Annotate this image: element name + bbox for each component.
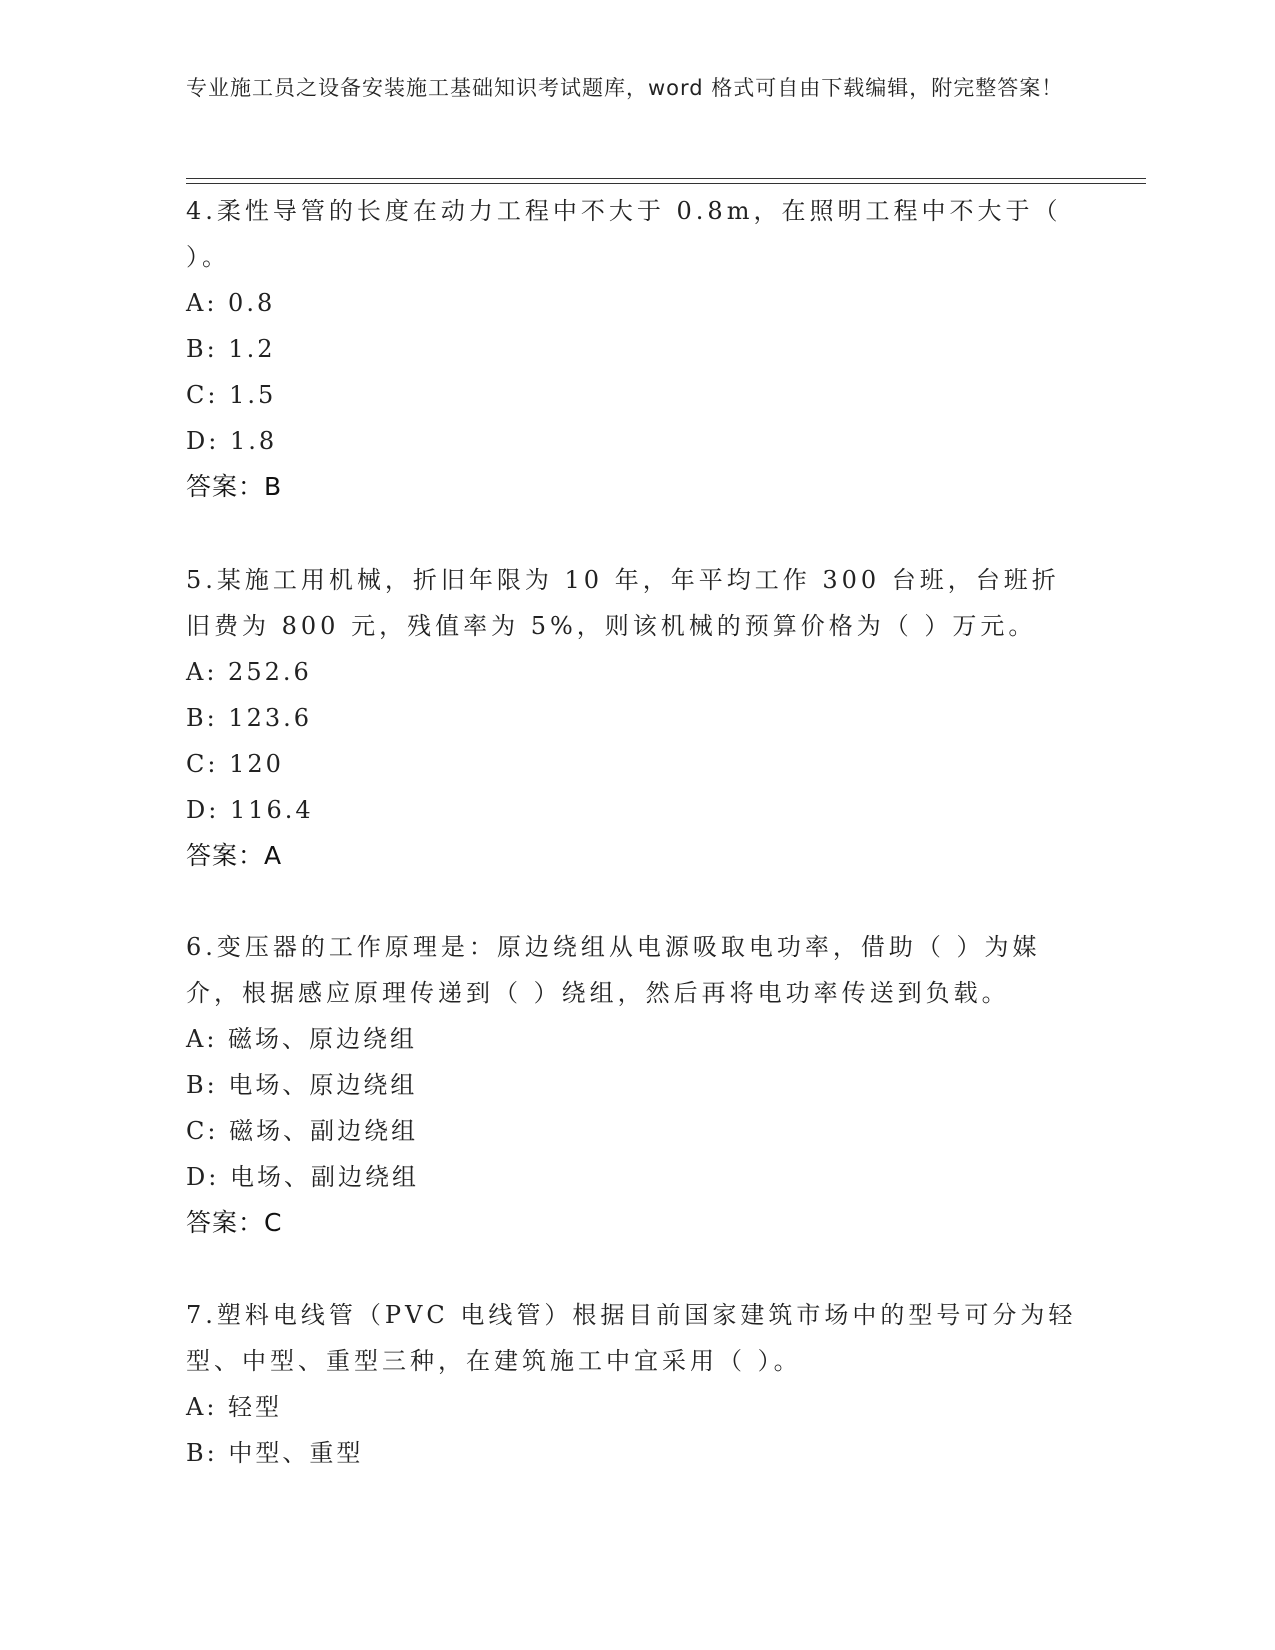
answer: 答案：C [186,1208,283,1237]
header-divider-top [186,178,1146,179]
option-c: C: 120 [186,750,284,778]
option-a: A: 轻型 [186,1393,283,1421]
option-b: B: 电场、原边绕组 [186,1071,418,1099]
option-b: B: 123.6 [186,704,313,732]
document-header: 专业施工员之设备安装施工基础知识考试题库，word 格式可自由下载编辑，附完整答案！ [186,76,1064,100]
option-c: C: 1.5 [186,381,277,409]
option-d: D: 1.8 [186,427,278,455]
question-5 [186,557,1086,879]
option-d: D: 电场、副边绕组 [186,1163,419,1191]
answer: 答案：B [186,472,283,501]
option-c: C: 磁场、副边绕组 [186,1117,419,1145]
question-stem: 6.变压器的工作原理是：原边绕组从电源吸取电功率，借助（ ）为媒介，根据感应原理传递到（ ）绕组，然后再将电功率传送到负载。 [186,933,1041,1007]
option-b: B: 中型、重型 [186,1439,364,1467]
header-divider-bottom [186,183,1146,184]
question-stem: 4.柔性导管的长度在动力工程中不大于 0.8m，在照明工程中不大于（ ）。 [186,197,1062,271]
question-4 [186,188,1086,510]
option-d: D: 116.4 [186,796,314,824]
option-b: B: 1.2 [186,335,276,363]
option-a: A: 磁场、原边绕组 [186,1025,418,1053]
question-stem: 7.塑料电线管（PVC 电线管）根据目前国家建筑市场中的型号可分为轻型、中型、重型三种，在建筑施工中宜采用（ ）。 [186,1301,1077,1375]
option-a: A: 252.6 [186,658,312,686]
question-6 [186,924,1086,1246]
answer: 答案：A [186,841,283,870]
question-stem: 5.某施工用机械，折旧年限为 10 年，年平均工作 300 台班，台班折旧费为 800 元，残值率为 5%，则该机械的预算价格为（ ）万元。 [186,566,1060,640]
question-7 [186,1292,1086,1476]
option-a: A: 0.8 [186,289,276,317]
